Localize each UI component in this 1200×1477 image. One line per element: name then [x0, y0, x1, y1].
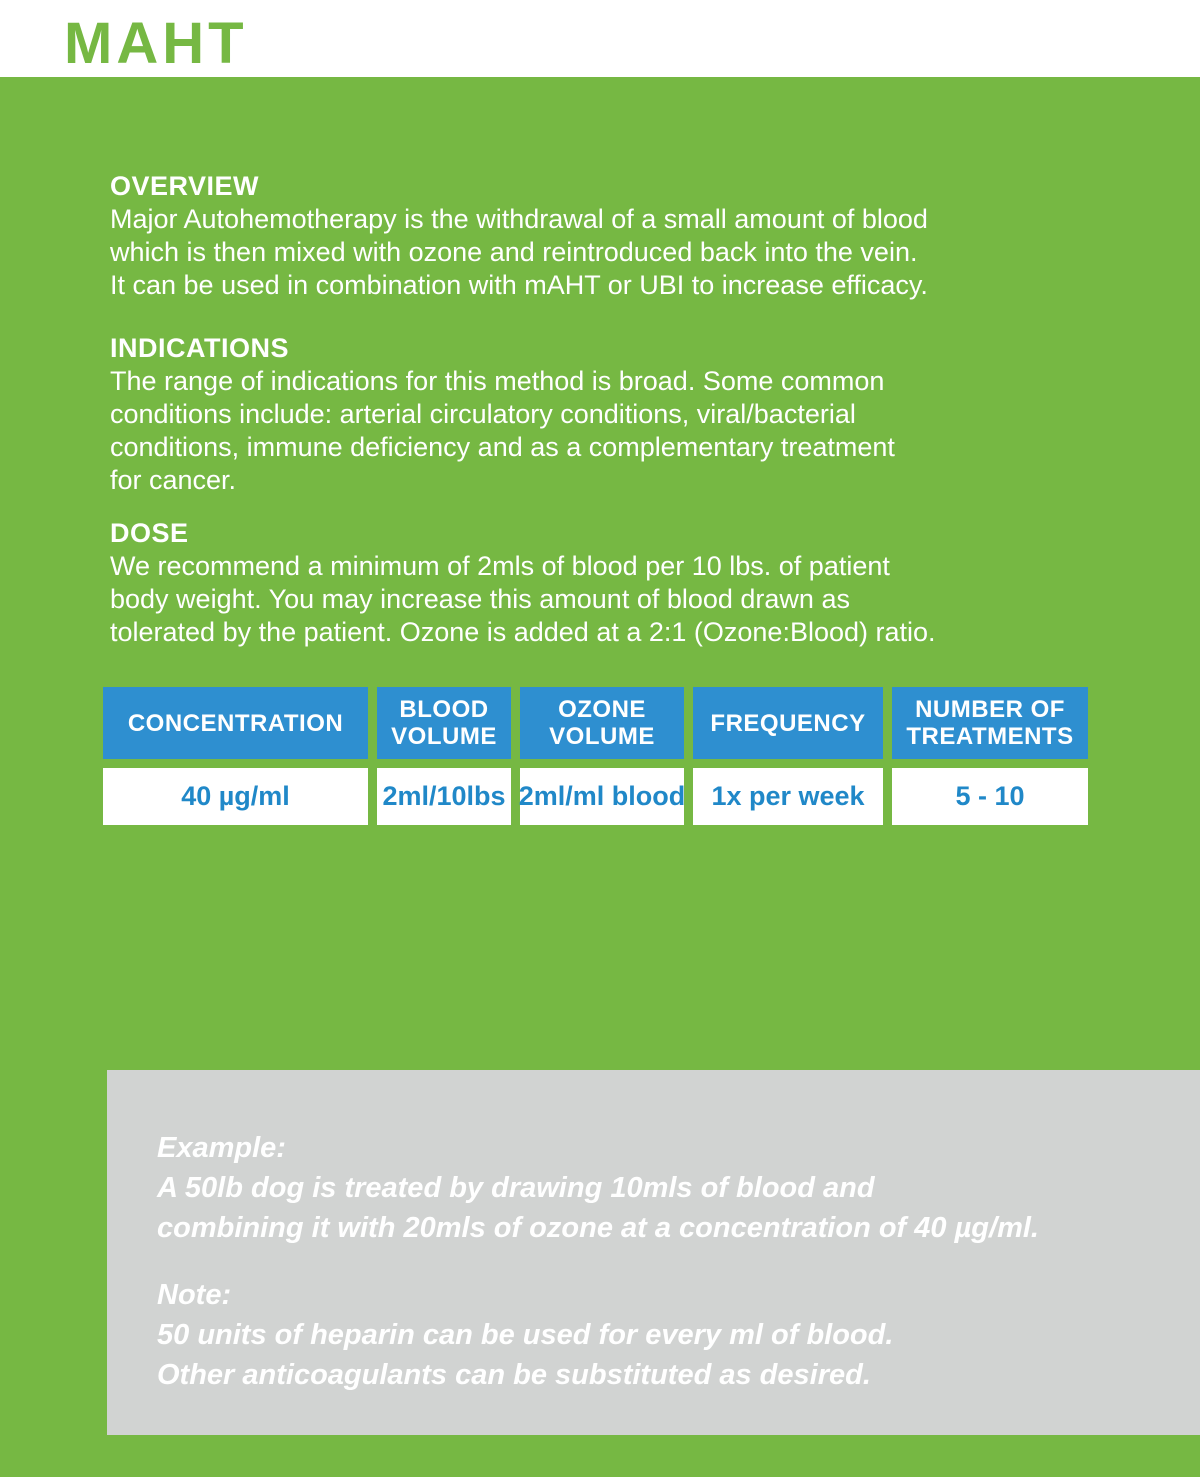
overview-heading: OVERVIEW — [110, 171, 260, 201]
table-header-cell: NUMBER OF TREATMENTS — [892, 687, 1088, 759]
table-header-cell: OZONE VOLUME — [520, 687, 684, 759]
section-overview — [110, 170, 1060, 302]
table-value-cell: 2ml/10lbs — [377, 768, 511, 825]
indications-line: conditions include: arterial circulatory conditions, viral/bacterial — [110, 399, 856, 429]
dose-heading: DOSE — [110, 518, 189, 548]
note-line: 50 units of heparin can be used for every ml of blood. — [157, 1319, 894, 1351]
example-line: A 50lb dog is treated by drawing 10mls of blood and — [157, 1172, 875, 1204]
example-line: combining it with 20mls of ozone at a concentration of 40 µg/ml. — [157, 1212, 1039, 1244]
table-value-cell: 5 - 10 — [892, 768, 1088, 825]
indications-line: conditions, immune deficiency and as a complementary treatment — [110, 432, 895, 462]
section-indications — [110, 332, 1060, 497]
example-label: Example: — [157, 1132, 286, 1164]
dose-line: tolerated by the patient. Ozone is added at a 2:1 (Ozone:Blood) ratio. — [110, 617, 936, 647]
table-value-cell: 40 µg/ml — [103, 768, 368, 825]
table-column-blood-volume — [377, 687, 511, 825]
table-column-number-of-treatments — [892, 687, 1088, 825]
table-value-cell: 2ml/ml blood — [520, 768, 684, 825]
dose-table — [103, 687, 1088, 825]
table-value-cell: 1x per week — [693, 768, 883, 825]
table-column-frequency — [693, 687, 883, 825]
overview-line: Major Autohemotherapy is the withdrawal of a small amount of blood — [110, 204, 928, 234]
content-background — [0, 77, 1200, 1477]
header-band — [0, 0, 1200, 77]
indications-line: The range of indications for this method is broad. Some common — [110, 366, 885, 396]
example-block — [157, 1128, 1170, 1248]
table-column-ozone-volume — [520, 687, 684, 825]
table-header-cell: CONCENTRATION — [103, 687, 368, 759]
note-line: Other anticoagulants can be substituted as desired. — [157, 1359, 871, 1391]
note-block — [157, 1275, 1170, 1395]
page-title: MAHT — [64, 11, 248, 76]
section-dose — [110, 517, 1060, 649]
dose-line: body weight. You may increase this amount of blood drawn as — [110, 584, 850, 614]
overview-line: which is then mixed with ozone and reintroduced back into the vein. — [110, 237, 918, 267]
example-note-box — [107, 1070, 1200, 1435]
indications-line: for cancer. — [110, 465, 237, 495]
table-header-cell: BLOOD VOLUME — [377, 687, 511, 759]
dose-line: We recommend a minimum of 2mls of blood per 10 lbs. of patient — [110, 551, 890, 581]
indications-heading: INDICATIONS — [110, 333, 289, 363]
table-column-concentration — [103, 687, 368, 825]
note-label: Note: — [157, 1279, 232, 1311]
table-header-cell: FREQUENCY — [693, 687, 883, 759]
overview-line: It can be used in combination with mAHT or UBI to increase efficacy. — [110, 270, 928, 300]
